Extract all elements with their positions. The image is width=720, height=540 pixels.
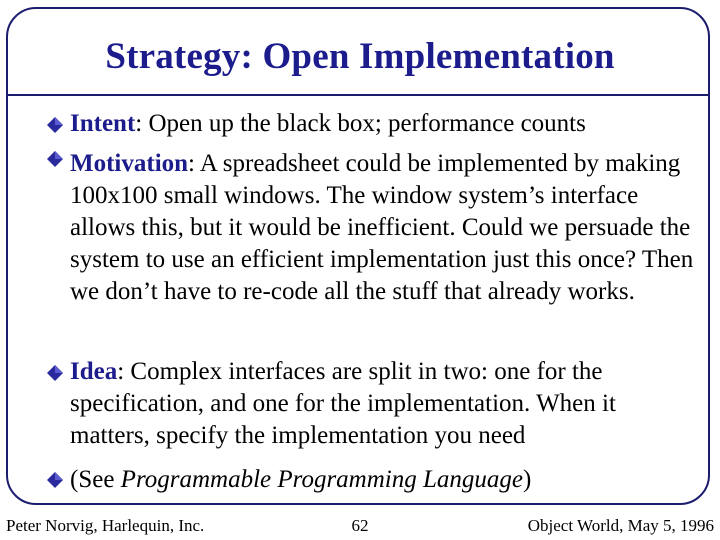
title-divider [8, 94, 708, 96]
book-title-reference: Programmable Programming Language [120, 466, 523, 493]
bullet-label: Intent [70, 110, 136, 137]
bullet-suffix: ) [522, 466, 532, 493]
diamond-bullet-icon [46, 471, 64, 489]
bullet-text: : A spreadsheet could be implemented by making 100x100 small windows. The window system’s interface allows this, but it would be inefficient. Could we persuade the system to use an efficient implementation just this once? Then we don’t have to re-code all the stuff that already works. [70, 150, 694, 305]
footer-page-number: 62 [351, 516, 369, 535]
footer-venue-date: Object World, May 5, 1996 [527, 516, 714, 535]
diamond-bullet-icon [46, 150, 64, 168]
diamond-bullet-icon [46, 364, 64, 382]
footer-author: Peter Norvig, Harlequin, Inc. [6, 516, 205, 535]
bullet-label: Idea [70, 358, 118, 385]
bullet-see-also [70, 464, 700, 496]
bullet-label: Motivation [70, 150, 189, 177]
bullet-idea [70, 356, 700, 452]
bullet-prefix: (See [70, 466, 121, 493]
bullet-text: : Open up the black box; performance counts [135, 110, 586, 137]
bullet-intent [70, 108, 700, 140]
diamond-bullet-icon [46, 116, 64, 134]
bullet-text: : Complex interfaces are split in two: one for the specification, and one for the implementation. When it matters, specify the implementation you need [70, 358, 616, 449]
slide-title: Strategy: Open Implementation [105, 36, 615, 77]
bullet-motivation [70, 148, 700, 308]
